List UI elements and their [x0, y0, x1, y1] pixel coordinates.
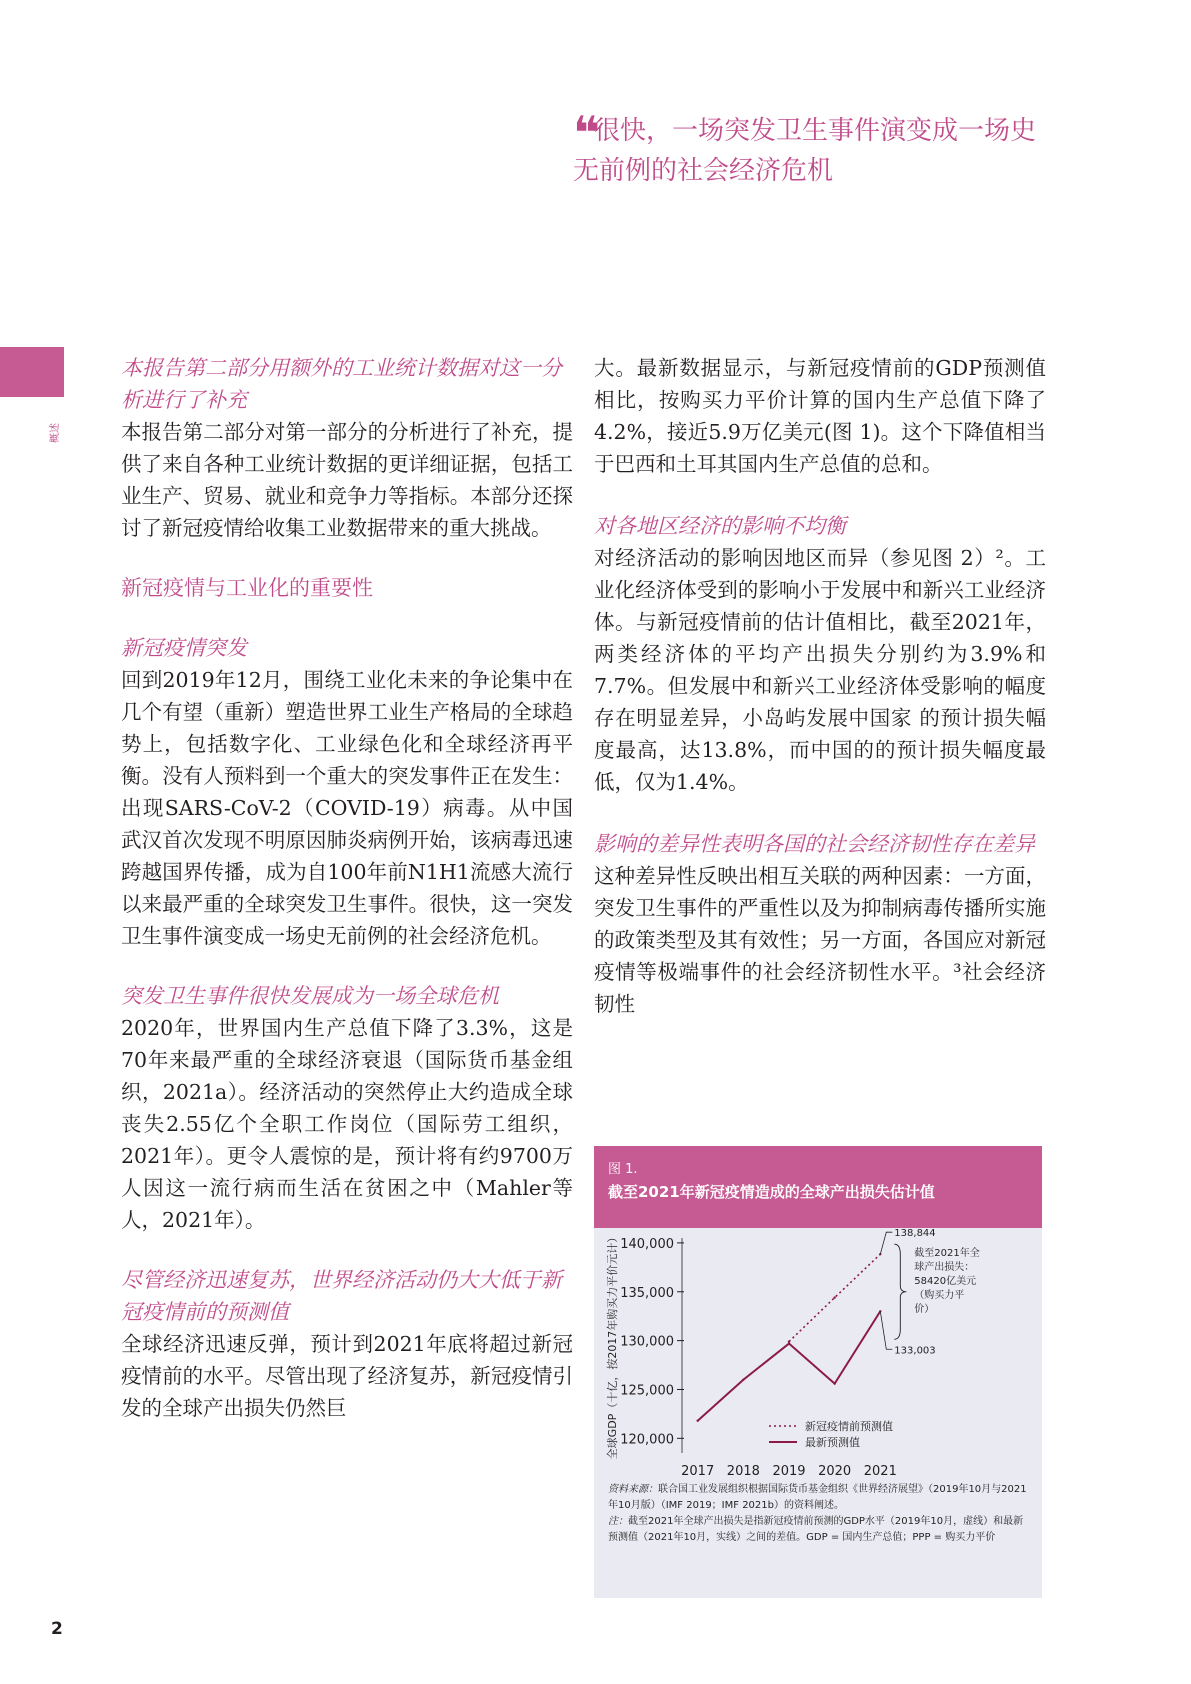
y-tick-label: 125,000 [620, 1383, 674, 1399]
y-tick-label: 120,000 [620, 1432, 674, 1448]
legend-label-latest: 最新预测值 [805, 1436, 860, 1449]
data-point [833, 1296, 835, 1298]
heading-resilience: 影响的差异性表明各国的社会经济韧性存在差异 [594, 832, 1035, 856]
side-section-label: 概述 [50, 423, 61, 443]
source-text: 联合国工业发展组织根据国际货币基金组织《世界经济展望》（2019年10月与2021年10月版）（IMF 2019；IMF 2021b）的资料阐述。 [608, 1484, 1027, 1511]
bottom-leader-line [880, 1311, 892, 1349]
figure-title: 截至2021年新冠疫情造成的全球产出损失估计值 [608, 1183, 935, 1201]
top-value-label: 138,844 [894, 1228, 936, 1240]
chart-svg [594, 1228, 1042, 1482]
page-number: 2 [51, 1619, 63, 1639]
y-tick-label: 135,000 [620, 1285, 674, 1301]
loss-annotation-line: 球产出损失： [914, 1262, 975, 1274]
x-tick-label: 2018 [726, 1464, 760, 1479]
x-tick-label: 2020 [818, 1464, 852, 1479]
heading-recovery: 尽管经济迅速复苏，世界经济活动仍大大低于新冠疫情前的预测值 [121, 1268, 562, 1324]
heading-global-crisis: 突发卫生事件很快发展成为一场全球危机 [121, 984, 499, 1008]
left-column [121, 352, 573, 1424]
heading-part-two: 本报告第二部分用额外的工业统计数据对这一分析进行了补充 [121, 356, 562, 412]
paragraph-global-crisis: 2020年，世界国内生产总值下降了3.3%，这是70年来最严重的全球经济衰退（国际货币基金组织，2021a）。经济活动的突然停止大约造成全球丧失2.55亿个全职工作岗位（国际劳工组织，2021年）。更令人震惊的是，预计将有约9700万人因这一流行病而生活在贫困之中（Mahler等人，2021年）。 [121, 1016, 573, 1232]
heading-uneven-impact: 对各地区经济的影响不均衡 [594, 514, 846, 538]
section-tab [0, 347, 64, 397]
source-label: 资料来源： [608, 1484, 658, 1495]
bottom-value-label: 133,003 [894, 1345, 936, 1357]
loss-annotation-line: （购买力平 [914, 1290, 965, 1302]
quote-mark-icon: ❝ [573, 106, 592, 160]
right-column [594, 352, 1046, 1020]
heading-covid-industrialization: 新冠疫情与工业化的重要性 [121, 576, 373, 600]
y-tick-label: 130,000 [620, 1334, 674, 1350]
data-point [742, 1379, 744, 1381]
figure-notes [608, 1482, 1033, 1546]
note-label: 注： [608, 1516, 628, 1527]
figure-1 [594, 1146, 1042, 1598]
legend-label-pre-covid: 新冠疫情前预测值 [805, 1420, 893, 1433]
x-tick-label: 2021 [863, 1464, 897, 1479]
data-point [788, 1342, 790, 1344]
figure-label: 图 1. [608, 1162, 638, 1177]
paragraph-gdp-loss: 大。最新数据显示，与新冠疫情前的GDP预测值相比，按购买力平价计算的国内生产总值下降了4.2%，接近5.9万亿美元(图 1)。这个下降值相当于巴西和土耳其国内生产总值的总和。 [594, 356, 1046, 476]
figure-header [594, 1146, 1042, 1228]
paragraph-resilience: 这种差异性反映出相互关联的两种因素：一方面，突发卫生事件的严重性以及为抑制病毒传播所实施的政策类型及其有效性；另一方面，各国应对新冠疫情等极端事件的社会经济韧性水平。³社会经济韧性 [594, 864, 1046, 1016]
series-line-latest [698, 1311, 881, 1420]
paragraph-recovery: 全球经济迅速反弹，预计到2021年底将超过新冠疫情前的水平。尽管出现了经济复苏，新冠疫情引发的全球产出损失仍然巨 [121, 1332, 573, 1420]
loss-annotation-line: 58420亿美元 [914, 1276, 977, 1288]
y-tick-label: 140,000 [620, 1236, 674, 1252]
paragraph-part-two: 本报告第二部分对第一部分的分析进行了补充，提供了来自各种工业统计数据的更详细证据，包括工业生产、贸易、就业和竞争力等指标。本部分还探讨了新冠疫情给收集工业数据带来的重大挑战。 [121, 420, 573, 540]
x-tick-label: 2019 [772, 1464, 806, 1479]
paragraph-uneven-impact: 对经济活动的影响因地区而异（参见图 2）²。工业化经济体受到的影响小于发展中和新兴工业经济体。与新冠疫情前的估计值相比，截至2021年，两类经济体的平均产出损失分别约为3.9%和7.7%。但发展中和新兴工业经济体受影响的幅度存在明显差异，小岛屿发展中国家 的预计损失幅度最高，达13.8%，而中国的的预计损失幅度最低，仅为1.4%。 [594, 546, 1046, 794]
data-point [833, 1382, 835, 1384]
pull-quote [573, 106, 1053, 190]
top-leader-line [880, 1232, 892, 1254]
data-point [696, 1420, 698, 1422]
x-tick-label: 2017 [681, 1464, 715, 1479]
y-axis-label: 全球GDP（十亿，按2017年购买力平价元计） [606, 1231, 619, 1460]
pull-quote-text: 很快，一场突发卫生事件演变成一场史无前例的社会经济危机 [573, 116, 1037, 186]
loss-annotation-line: 截至2021年全 [914, 1248, 980, 1260]
heading-covid-outbreak: 新冠疫情突发 [121, 636, 247, 660]
loss-annotation-line: 价） [914, 1304, 935, 1316]
paragraph-covid-outbreak: 回到2019年12月，围绕工业化未来的争论集中在几个有望（重新）塑造世界工业生产格局的全球趋势上，包括数字化、工业绿色化和全球经济再平衡。没有人预料到一个重大的突发事件正在发生：出现SARS-CoV-2（COVID-19）病毒。从中国武汉首次发现不明原因肺炎病例开始，该病毒迅速跨越国界传播，成为自100年前N1H1流感大流行以来最严重的全球突发卫生事件。很快，这一突发卫生事件演变成一场史无前例的社会经济危机。 [121, 668, 573, 948]
loss-brace [894, 1244, 906, 1339]
note-text: 截至2021年全球产出损失是指新冠疫情前预测的GDP水平（2019年10月，虚线）和最新预测值（2021年10月，实线）之间的差值。GDP = 国内生产总值；PPP = 购买力平价 [608, 1516, 1024, 1543]
